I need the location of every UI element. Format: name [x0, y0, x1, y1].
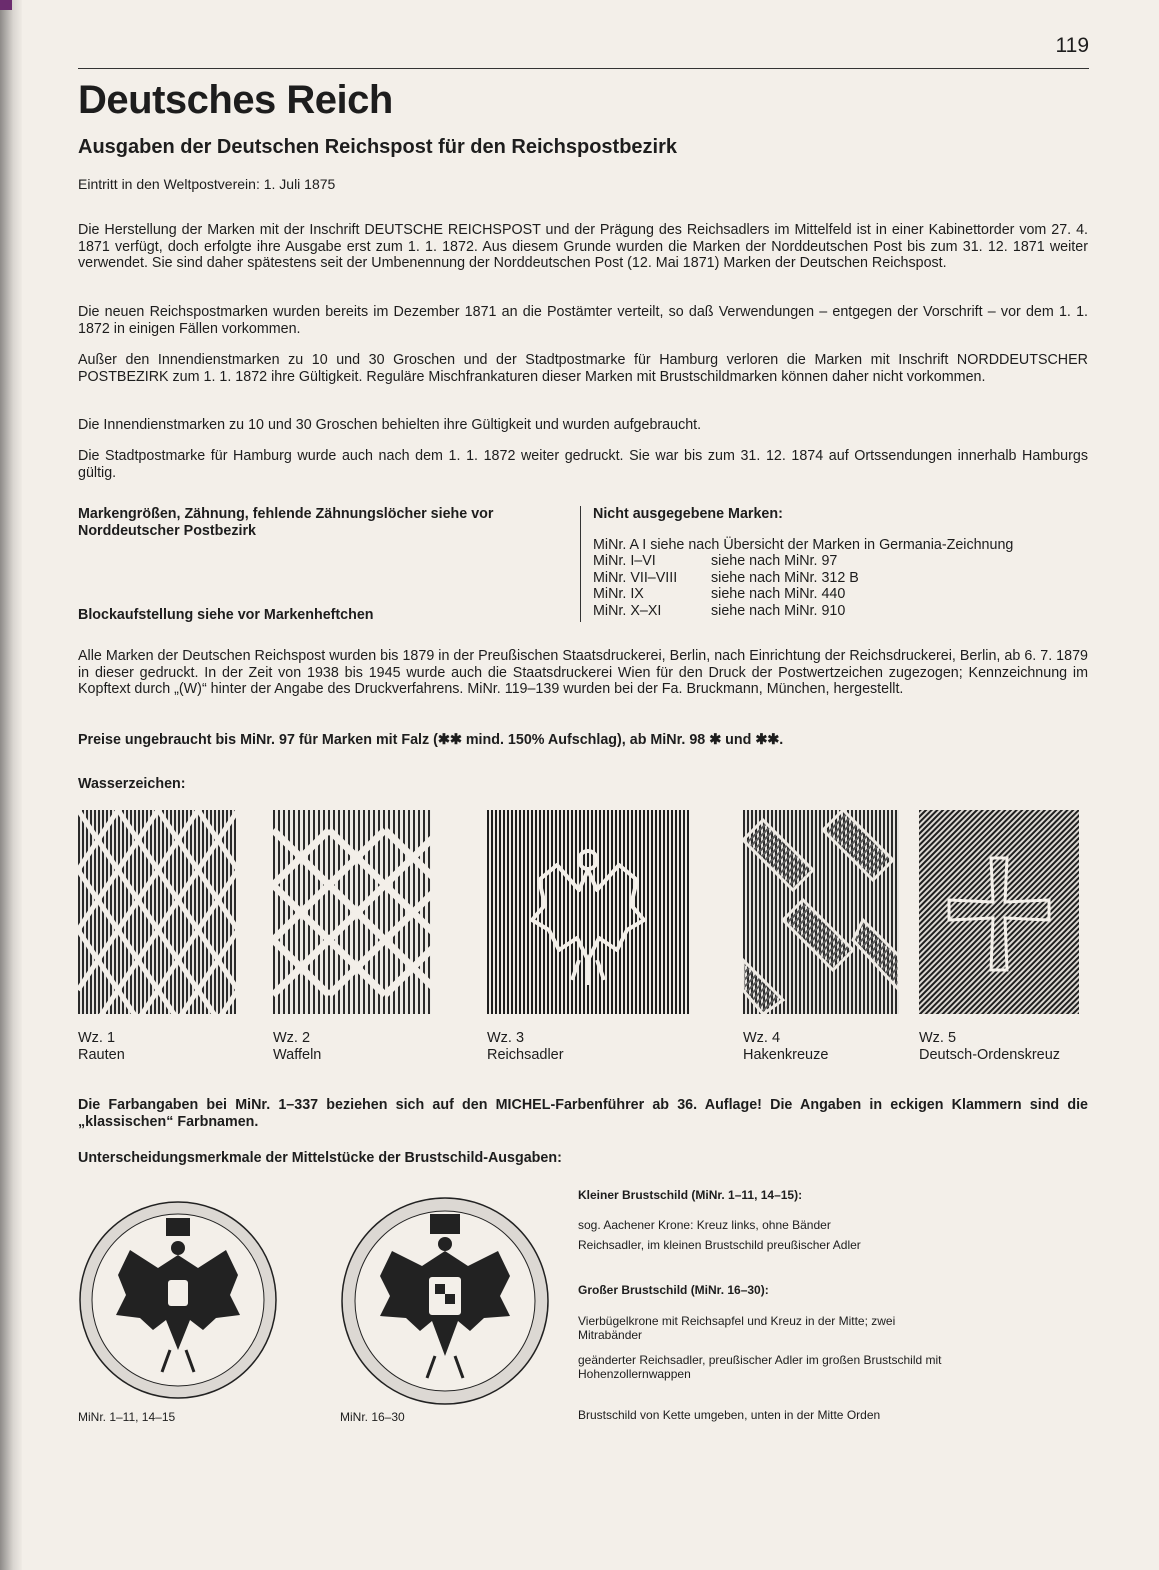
wasserzeichen-heading: Wasserzeichen:	[78, 776, 186, 792]
weltpostverein-note: Eintritt in den Weltpostverein: 1. Juli 1875	[78, 176, 336, 192]
watermark-name: Deutsch-Ordenskreuz	[919, 1047, 1061, 1063]
watermark-name: Rauten	[78, 1047, 125, 1063]
spine-color-mark	[0, 0, 12, 10]
watermark-rauten	[78, 810, 236, 1064]
reichsadler-eagle-icon	[487, 810, 689, 1014]
waffeln-pattern-icon	[273, 810, 431, 1014]
list-item	[593, 603, 1088, 620]
watermark-waffeln	[273, 810, 431, 1064]
minr-reference: siehe nach MiNr. 440	[711, 586, 846, 602]
grosser-line3: Brustschild von Kette umgeben, unten in der Mitte Orden	[578, 1408, 881, 1422]
grosser-line1: Vierbügelkrone mit Reichsapfel und Kreuz in der Mitte; zwei Mitrabänder	[578, 1314, 896, 1342]
grosser-heading: Großer Brustschild (MiNr. 16–30):	[578, 1283, 769, 1297]
minr-reference: siehe nach MiNr. 910	[711, 602, 846, 619]
nicht-ausgegebene-box	[593, 506, 1088, 619]
nicht-ausgegebene-heading: Nicht ausgegebene Marken:	[593, 506, 783, 522]
minr-reference: siehe nach MiNr. 312 B	[711, 569, 859, 586]
list-item	[593, 553, 1088, 570]
paragraph-aufgebraucht: Die Innendienstmarken zu 10 und 30 Groschen behielten ihre Gültigkeit und wurden aufgebraucht.	[78, 417, 702, 433]
markengroessen-note: Markengrößen, Zähnung, fehlende Zähnungslöcher siehe vor Norddeutscher Postbezirk	[78, 506, 494, 539]
paragraph-reichspostmarken: Die neuen Reichspostmarken wurden bereits im Dezember 1871 an die Postämter verteilt, so daß Verwendungen – entgegen der Vorschrift – vor dem 1. 1. 1872 in einigen Fällen vorkommen.	[78, 304, 1088, 337]
emblem-caption: MiNr. 1–11, 14–15	[78, 1410, 176, 1424]
minr-reference: siehe nach MiNr. 97	[711, 553, 838, 569]
paragraph-druck: Alle Marken der Deutschen Reichspost wurden bis 1879 in der Preußischen Staatsdruckerei, Berlin, nach Einrichtung der Reichsdruckerei, Berlin, ab 6. 7. 1879 in dieser gedruckt. In der Zeit von 1938 bis 1945 wurde auch die Staatsdruckerei Wien für den Druck der Postwertzeichen zugezogen; Kennzeichnung im Kopftext durch „(W)“ hinter der Angabe des Druckverfahrens. MiNr. 119–139 wurden bei der Fa. Bruckmann, München, hergestellt.	[78, 648, 1088, 697]
emblem-grosser-brustschild	[340, 1196, 550, 1411]
page-title: Deutsches Reich	[78, 78, 393, 122]
watermark-code: Wz. 1	[78, 1030, 116, 1046]
minr-range: MiNr. X–XI	[593, 602, 662, 619]
page-number: 119	[1055, 34, 1089, 57]
header-rule	[78, 68, 1089, 69]
watermark-ordenskreuz	[919, 810, 1079, 1064]
kleiner-line2: Reichsadler, im kleinen Brustschild preußischer Adler	[578, 1238, 861, 1252]
watermark-name: Hakenkreuze	[743, 1047, 829, 1063]
hakenkreuze-pattern-icon	[743, 810, 899, 1014]
page-subtitle: Ausgaben der Deutschen Reichspost für den Reichspostbezirk	[78, 136, 678, 158]
minr-range: MiNr. VII–VIII	[593, 569, 678, 586]
emblem-caption: MiNr. 16–30	[340, 1410, 405, 1424]
paragraph-stadtpost: Die Stadtpostmarke für Hamburg wurde auch nach dem 1. 1. 1872 weiter gedruckt. Sie war bis zum 31. 12. 1874 auf Ortssendungen innerhalb Hamburgs gültig.	[78, 448, 1088, 481]
paragraph-herstellung: Die Herstellung der Marken mit der Inschrift DEUTSCHE REICHSPOST und der Prägung des Reichsadlers im Mittelfeld ist in einer Kabinettorder vom 27. 4. 1871 verfügt, doch erfolgte ihre Ausgabe erst zum 1. 1. 1872. Aus diesem Grunde wurden die Marken der Norddeutschen Post bis zum 31. 12. 1871 weiter verwendet. Sie sind daher spätestens seit der Umbenennung der Norddeutschen Post (12. Mai 1871) Marken der Deutschen Reichspost.	[78, 222, 1088, 271]
paragraph-innendienst: Außer den Innendienstmarken zu 10 und 30 Groschen und der Stadtpostmarke für Hamburg verloren die Marken mit Inschrift NORDDEUTSCHER POSTBEZIRK zum 1. 1. 1872 ihre Gültigkeit. Reguläre Mischfrankaturen dieser Marken mit Brustschildmarken können daher nicht vorkommen.	[78, 352, 1088, 385]
rauten-pattern-icon	[78, 810, 236, 1014]
watermark-code: Wz. 3	[487, 1030, 525, 1046]
farbangaben-note: Die Farbangaben bei MiNr. 1–337 beziehen sich auf den MICHEL-Farbenführer ab 36. Auflage! Die Angaben in eckigen Klammern sind die „klassischen“ Farbnamen.	[78, 1097, 1088, 1130]
watermark-code: Wz. 2	[273, 1030, 311, 1046]
watermark-reichsadler	[487, 810, 689, 1064]
ordenskreuz-cross-icon	[919, 810, 1079, 1014]
kleiner-heading: Kleiner Brustschild (MiNr. 1–11, 14–15):	[578, 1188, 803, 1202]
emblem-kleiner-brustschild	[78, 1200, 278, 1405]
minr-range: MiNr. IX	[593, 586, 644, 602]
eagle-emblem-icon	[78, 1200, 278, 1400]
nicht-ausgegebene-first-line: MiNr. A I siehe nach Übersicht der Marken in Germania-Zeichnung	[593, 536, 1014, 553]
watermark-hakenkreuze	[743, 810, 899, 1064]
list-item	[593, 570, 1088, 587]
eagle-emblem-icon	[340, 1196, 550, 1406]
grosser-line2: geänderter Reichsadler, preußischer Adler im großen Brustschild mit Hohenzollernwappen	[578, 1353, 942, 1381]
minr-range: MiNr. I–VI	[593, 553, 656, 569]
watermark-code: Wz. 4	[743, 1030, 781, 1046]
book-spine-shadow	[0, 0, 22, 1570]
blockaufstellung-note: Blockaufstellung siehe vor Markenheftchen	[78, 607, 374, 623]
preise-note: Preise ungebraucht bis MiNr. 97 für Marken mit Falz (✱✱ mind. 150% Aufschlag), ab MiNr. 98 ✱ und ✱✱.	[78, 732, 784, 748]
kleiner-line1: sog. Aachener Krone: Kreuz links, ohne Bänder	[578, 1218, 831, 1232]
watermark-code: Wz. 5	[919, 1030, 957, 1046]
unterscheidung-heading: Unterscheidungsmerkmale der Mittelstücke der Brustschild-Ausgaben:	[78, 1150, 562, 1166]
column-divider	[580, 506, 581, 622]
watermark-name: Reichsadler	[487, 1047, 564, 1063]
list-item	[593, 586, 1088, 603]
watermark-name: Waffeln	[273, 1047, 322, 1063]
nicht-ausgegebene-list	[593, 537, 1088, 620]
